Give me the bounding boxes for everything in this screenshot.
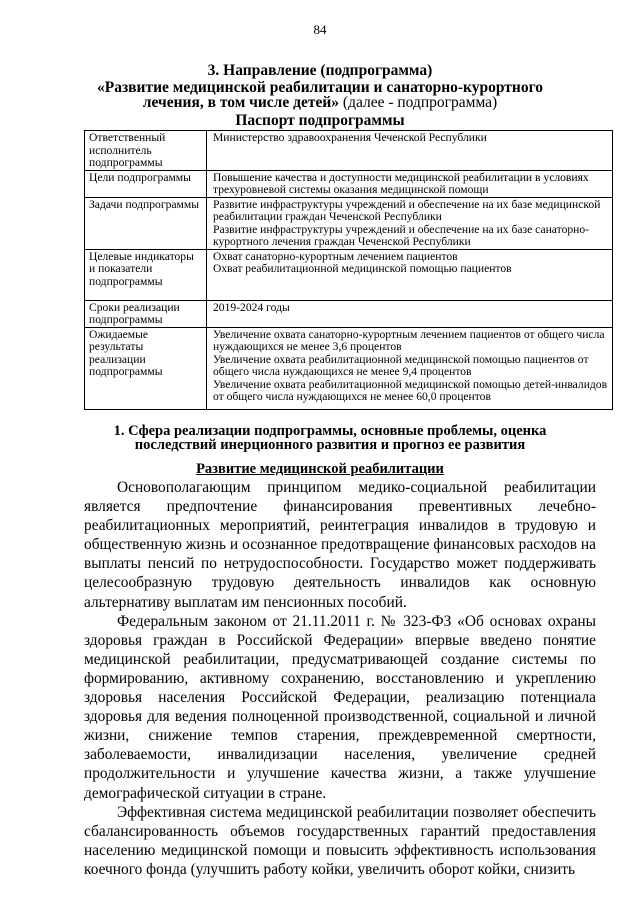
row-value (207, 300, 613, 327)
value-line: Увеличение охвата санаторно-курортным лечением пациентов от общего числа нуждающихся не менее 3,6 процентов (213, 327, 605, 353)
value-line: Развитие инфраструктуры учреждений и обеспечение на их базе медицинской реабилитации граждан Чеченской Республики (213, 197, 601, 223)
row-value (207, 327, 613, 409)
paragraph: Федеральным законом от 21.11.2011 г. № 323-ФЗ «Об основах охраны здоровья граждан в Российской Федерации» впервые введено понятие медицинской реабилитации, предусматривающей создание системы по формированию, активному сохранению, восстановлению и укреплению здоровья населения Российской Федерации, реализацию потенциала здоровья для ведения полноценной производственной, социальной и личной жизни, снижение темпов старения, преждевременной смертности, заболеваемости, инвалидизации населения, увеличение средней продолжительности и улучшение качества жизни, а также улучшение демографической ситуации в стране. (84, 612, 596, 802)
row-value (207, 197, 613, 249)
value-line: Увеличение охвата реабилитационной медицинской помощью пациентов от общего числа нуждающихся не менее 9,4 процентов (213, 352, 589, 378)
subprogram-title-suffix: (далее - подпрограмма) (339, 94, 498, 111)
direction-heading: 3. Направление (подпрограмма) (207, 62, 433, 79)
section-heading: 1. Сфера реализации подпрограммы, основные проблемы, оценка последствий инерционного развития и прогноз ее развития (113, 423, 547, 453)
row-label: Сроки реализации подпрограммы (85, 300, 207, 327)
row-label: Целевые индикаторы и показатели подпрограммы (85, 249, 207, 300)
row-value (207, 249, 613, 300)
passport-heading: Паспорт подпрограммы (235, 112, 405, 129)
table-row (85, 327, 613, 409)
table-row (85, 131, 613, 171)
value-line: Развитие инфраструктуры учреждений и обеспечение на их базе санаторно-курортного лечения граждан Чеченской Республики (213, 222, 590, 248)
table-row (85, 197, 613, 249)
body-text (84, 478, 596, 879)
value-line: Увеличение охвата реабилитационной медицинской помощью детей-инвалидов от общего числа нуждающихся не менее 60,0 процентов (213, 377, 608, 403)
subprogram-title (80, 80, 560, 110)
value-line: Министерство здравоохранения Чеченской Республики (213, 131, 487, 144)
page-number: 84 (313, 22, 327, 37)
value-line: Охват реабилитационной медицинской помощью пациентов (213, 262, 512, 275)
subsection-heading (0, 461, 640, 478)
row-label: Ответственный исполнитель подпрограммы (85, 131, 207, 171)
value-line: Охват санаторно-курортным лечением пациентов (213, 249, 458, 263)
row-label: Задачи подпрограммы (85, 197, 207, 249)
row-value (207, 170, 613, 197)
paragraph: Основополагающим принципом медико-социальной реабилитации является предпочтение финансирования превентивных лечебно-реабилитационных мероприятий, реинтеграция инвалидов в трудовую и общественную жизнь и осознанное предотвращение финансовых расходов на выплаты пенсий по нетрудоспособности. Государство может поддерживать целесообразную трудовую деятельность инвалидов как основную альтернативу выплатам им пенсионных пособий. (84, 479, 596, 611)
table-row (85, 300, 613, 327)
passport-table (84, 130, 613, 410)
row-label: Цели подпрограммы (85, 170, 207, 197)
value-line: 2019-2024 годы (213, 300, 290, 314)
paragraph: Эффективная система медицинской реабилитации позволяет обеспечить сбалансированность объемов государственных гарантий предоставления населению медицинской помощи и повысить эффективность использования коечного фонда (улучшить работу койки, увеличить оборот койки, снизить (84, 803, 596, 878)
subprogram-title-text: «Развитие медицинской реабилитации и санаторно-курортного лечения, в том числе детей» (96, 79, 543, 111)
table-row (85, 170, 613, 197)
row-label: Ожидаемые результаты реализации подпрограммы (85, 327, 207, 409)
table-row (85, 249, 613, 300)
subsection-heading-text: Развитие медицинской реабилитации (196, 461, 444, 477)
value-line: Повышение качества и доступности медицинской реабилитации в условиях трехуровневой системы оказания медицинской помощи (213, 170, 589, 196)
row-value (207, 131, 613, 171)
